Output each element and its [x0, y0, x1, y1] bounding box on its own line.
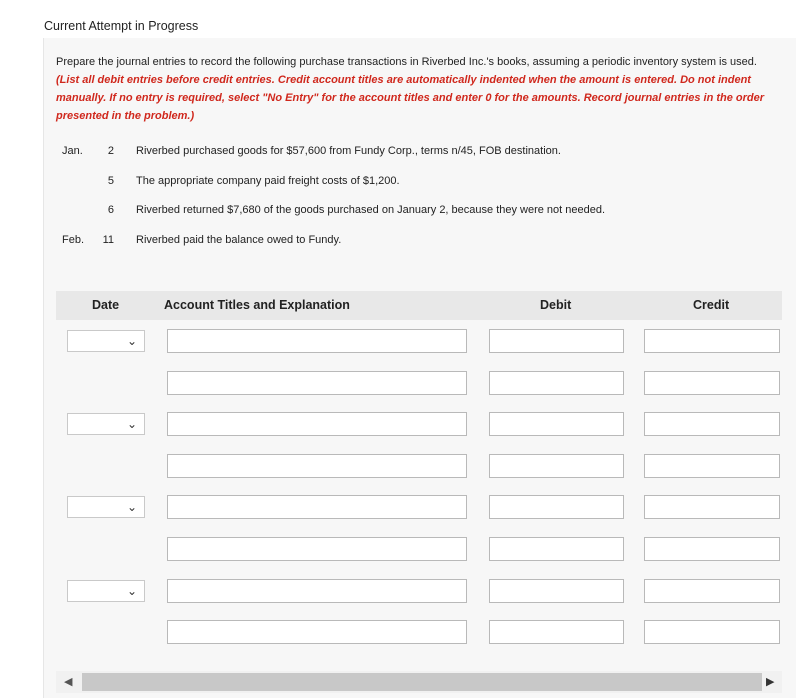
credit-input[interactable] [644, 620, 780, 644]
credit-input[interactable] [644, 579, 780, 603]
transaction-day: 6 [107, 204, 114, 216]
debit-input[interactable] [489, 620, 624, 644]
journal-table-header [56, 291, 782, 320]
debit-input[interactable] [489, 495, 624, 519]
column-header-debit: Debit [540, 298, 572, 312]
date-select[interactable] [67, 413, 145, 435]
account-title-input[interactable] [167, 495, 467, 519]
transaction-text: The appropriate company paid freight costs of $1,200. [136, 175, 400, 187]
debit-input[interactable] [489, 454, 624, 478]
transaction-text: Riverbed paid the balance owed to Fundy. [136, 234, 342, 246]
account-title-input[interactable] [167, 454, 467, 478]
transaction-day: 5 [107, 175, 114, 187]
account-title-input[interactable] [167, 412, 467, 436]
scroll-right-arrow-icon[interactable]: ▶ [766, 675, 775, 688]
account-title-input[interactable] [167, 329, 467, 353]
transaction-month: Feb. [62, 234, 85, 246]
transaction-day: 2 [107, 145, 114, 157]
debit-input[interactable] [489, 329, 624, 353]
page-title: Current Attempt in Progress [44, 19, 199, 33]
date-select[interactable] [67, 330, 145, 352]
instructions [56, 53, 781, 125]
debit-input[interactable] [489, 412, 624, 436]
credit-input[interactable] [644, 329, 780, 353]
credit-input[interactable] [644, 537, 780, 561]
account-title-input[interactable] [167, 537, 467, 561]
transaction-day: 11 [102, 234, 114, 246]
date-select[interactable] [67, 580, 145, 602]
column-header-credit: Credit [693, 298, 730, 312]
debit-input[interactable] [489, 371, 624, 395]
chevron-down-icon: ⌄ [126, 584, 137, 598]
credit-input[interactable] [644, 454, 780, 478]
scroll-left-arrow-icon[interactable]: ◀ [64, 675, 73, 688]
debit-input[interactable] [489, 537, 624, 561]
debit-input[interactable] [489, 579, 624, 603]
instructions-text: Prepare the journal entries to record the following purchase transactions in Riverbed Inc.'s books, assuming a periodic inventory system is used. [56, 56, 757, 68]
chevron-down-icon: ⌄ [126, 334, 137, 348]
date-select[interactable] [67, 496, 145, 518]
account-title-input[interactable] [167, 620, 467, 644]
instructions-note: (List all debit entries before credit entries. Credit account titles are automatically indented when the amount is entered. Do not indent manually. If no entry is required, select "No Entry" for the account titles and enter 0 for the amounts. Record journal entries in the order presented in the problem.) [56, 74, 765, 122]
credit-input[interactable] [644, 371, 780, 395]
chevron-down-icon: ⌄ [126, 500, 137, 514]
credit-input[interactable] [644, 495, 780, 519]
column-header-account: Account Titles and Explanation [164, 298, 350, 312]
scrollbar-thumb[interactable] [82, 673, 762, 691]
chevron-down-icon: ⌄ [126, 417, 137, 431]
transaction-text: Riverbed purchased goods for $57,600 from Fundy Corp., terms n/45, FOB destination. [136, 145, 561, 157]
transaction-month: Jan. [62, 145, 83, 157]
account-title-input[interactable] [167, 371, 467, 395]
horizontal-scrollbar[interactable] [56, 671, 782, 693]
transaction-text: Riverbed returned $7,680 of the goods purchased on January 2, because they were not needed. [136, 204, 606, 216]
column-header-date: Date [92, 298, 120, 312]
account-title-input[interactable] [167, 579, 467, 603]
credit-input[interactable] [644, 412, 780, 436]
